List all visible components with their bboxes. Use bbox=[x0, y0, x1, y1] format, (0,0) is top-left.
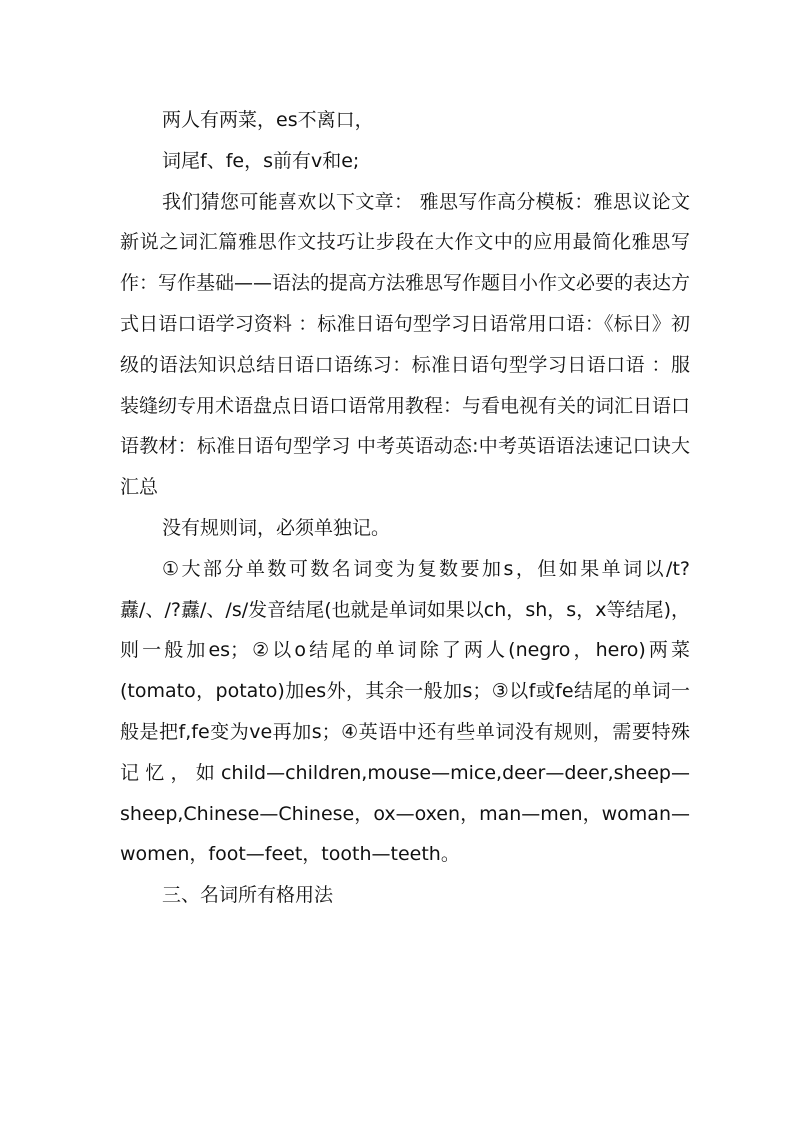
paragraph-related-articles: 我们猜您可能喜欢以下文章： 雅思写作高分模板：雅思议论文新说之词汇篇雅思作文技巧让步段在大作文中的应用最简化雅思写作：写作基础——语法的提高方法雅思写作题目小作文必要的表达方式日语口语学习资料 ：标准日语句型学习日语常用口语：《标日》初级的语法知识总结日语口语练习：标准日语句型学习日语口语 ：服装缝纫专用术语盘点日语口语常用教程：与看电视有关的词汇日语口语教材：标准日语句型学习 中考英语动态:中考英语语法速记口诀大汇总 bbox=[120, 190, 691, 499]
section-heading-possessive: 三、名词所有格用法 bbox=[162, 884, 334, 907]
paragraph-rhyme-line-1: 两人有两菜，es不离口， bbox=[162, 109, 374, 131]
document-body bbox=[120, 100, 690, 916]
paragraph-rhyme-line-2: 词尾f、fe，s前有v和e; bbox=[162, 149, 360, 172]
paragraph-irregular-words: 没有规则词，必须单独记。 bbox=[162, 516, 391, 539]
paragraph-plural-rules: ①大部分单数可数名词变为复数要加s，但如果单词以/t?纛/、/?纛/、/s/发音结尾(也就是单词如果以ch，sh，s，x等结尾)，则一般加es；②以o结尾的单词除了两人(negro，hero)两菜(tomato，potato)加es外，其余一般加s；③以f或fe结尾的单词一般是把f,fe变为ve再加s；④英语中还有些单词没有规则，需要特殊记忆，如child—children,mouse—mice,deer—deer,sheep—sheep,Chinese—Chinese，ox—oxen，man—men，woman—women，foot—feet，tooth—teeth。 bbox=[120, 557, 690, 866]
